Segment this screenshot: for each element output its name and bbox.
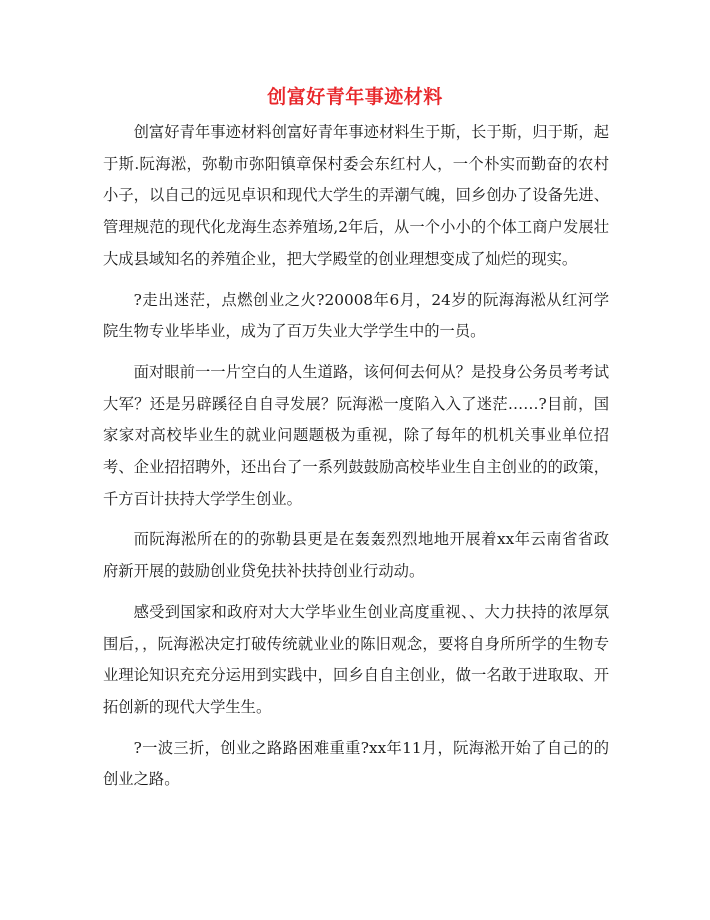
paragraph-4: 而阮海淞所在的的弥勒县更是在轰轰烈烈地地开展着xx年云南省省政府新开展的鼓励创业贷免扶补扶持创业行动动。 (103, 530, 609, 581)
paragraph-3: 面对眼前一一片空白的人生道路，该何何去何从？是投身公务员考考试大军？还是另辟蹊径自自寻发展？阮海淞一度陷入入了迷茫……?目前，国家家对高校毕业生的就业问题题极为重视，除了每年的机机关事业单位招考、企业招招聘外，还出台了一系列鼓鼓励高校毕业生自主创业的的政策，千方百计扶持大学学生创业。 (103, 362, 609, 508)
document-body (103, 117, 609, 805)
document-title: 创富好青年事迹材料 (267, 86, 443, 108)
paragraph-2: ?走出迷茫，点燃创业之火?20008年6月，24岁的阮海海淞从红河学院生物专业毕毕业，成为了百万失业大学学生中的一员。 (103, 290, 609, 341)
paragraph-5: 感受到国家和政府对大大学毕业生创业高度重视、、大力扶持的浓厚氛围后，，阮海淞决定打破传统就业业的陈旧观念，要将自身所所学的生物专业理论知识充充分运用到实践中，回乡自自主创业，做一名敢于进取取、开拓创新的现代大学生生。 (103, 602, 609, 716)
paragraph-1: 创富好青年事迹材料创富好青年事迹材料生于斯，长于斯，归于斯，起于斯.阮海淞，弥勒市弥阳镇章保村委会东红村人，一个朴实而勤奋的农村小子，以自己的远见卓识和现代大学生的弄潮气魄，回乡创办了设备先进、管理规范的现代化龙海生态养殖场,2年后，从一个小小的个体工商户发展壮大成县域知名的养殖企业，把大学殿堂的创业理想变成了灿烂的现实。 (103, 123, 609, 268)
paragraph-6: ?一波三折，创业之路路困难重重?xx年11月，阮海淞开始了自己的的创业之路。 (103, 738, 609, 789)
